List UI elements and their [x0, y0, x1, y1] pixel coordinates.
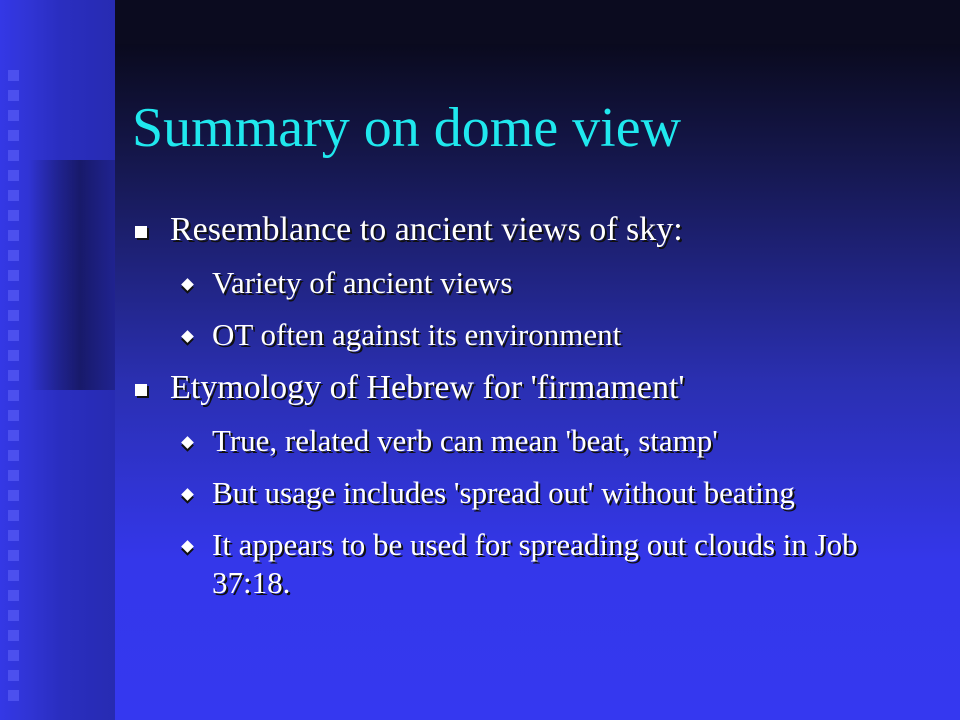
sidebar-square — [8, 450, 19, 461]
slide-title: Summary on dome view — [132, 97, 682, 159]
sidebar-square — [8, 650, 19, 661]
sidebar-square — [8, 110, 19, 121]
square-bullet-icon — [135, 384, 147, 396]
sidebar-square — [8, 150, 19, 161]
sub-bullet-item — [135, 422, 935, 460]
bullet-text: Etymology of Hebrew for 'firmament' — [170, 369, 685, 406]
sidebar-square — [8, 430, 19, 441]
sidebar-square — [8, 510, 19, 521]
bullet-text: True, related verb can mean 'beat, stamp' — [212, 423, 718, 458]
sidebar-square — [8, 570, 19, 581]
sidebar-square — [8, 490, 19, 501]
sidebar-square — [8, 130, 19, 141]
sidebar-square — [8, 370, 19, 381]
bullet-item — [135, 210, 935, 250]
top-dark-bar — [115, 0, 960, 44]
diamond-bullet-icon — [181, 278, 194, 291]
sidebar-square — [8, 70, 19, 81]
bullet-text: OT often against its environment — [212, 317, 622, 352]
sidebar-square — [8, 550, 19, 561]
diamond-bullet-icon — [181, 330, 194, 343]
sidebar-shadow — [28, 160, 115, 390]
sidebar-square — [8, 350, 19, 361]
bullet-text: But usage includes 'spread out' without beating — [212, 475, 795, 510]
sidebar-square — [8, 230, 19, 241]
left-decorative-sidebar — [0, 0, 115, 720]
sub-bullet-item — [135, 474, 935, 512]
sub-bullet-item — [135, 264, 935, 302]
sidebar-square — [8, 290, 19, 301]
square-bullet-icon — [135, 226, 147, 238]
sidebar-square — [8, 390, 19, 401]
sidebar-square-pattern — [8, 70, 22, 710]
bullet-item — [135, 368, 935, 408]
sidebar-square — [8, 170, 19, 181]
bullet-text: It appears to be used for spreading out clouds in Job 37:18. — [212, 527, 858, 600]
sidebar-square — [8, 410, 19, 421]
sidebar-square — [8, 690, 19, 701]
sidebar-square — [8, 330, 19, 341]
sidebar-square — [8, 530, 19, 541]
bullet-list — [135, 210, 935, 616]
diamond-bullet-icon — [181, 540, 194, 553]
sidebar-square — [8, 610, 19, 621]
sidebar-square — [8, 670, 19, 681]
sidebar-square — [8, 630, 19, 641]
bullet-text: Resemblance to ancient views of sky: — [170, 211, 683, 248]
diamond-bullet-icon — [181, 436, 194, 449]
sidebar-square — [8, 90, 19, 101]
sidebar-square — [8, 250, 19, 261]
sub-bullet-item — [135, 316, 935, 354]
sidebar-square — [8, 210, 19, 221]
sidebar-square — [8, 310, 19, 321]
sidebar-square — [8, 190, 19, 201]
sub-bullet-item — [135, 526, 935, 602]
sidebar-square — [8, 590, 19, 601]
diamond-bullet-icon — [181, 488, 194, 501]
bullet-text: Variety of ancient views — [212, 265, 513, 300]
sidebar-square — [8, 270, 19, 281]
sidebar-square — [8, 470, 19, 481]
